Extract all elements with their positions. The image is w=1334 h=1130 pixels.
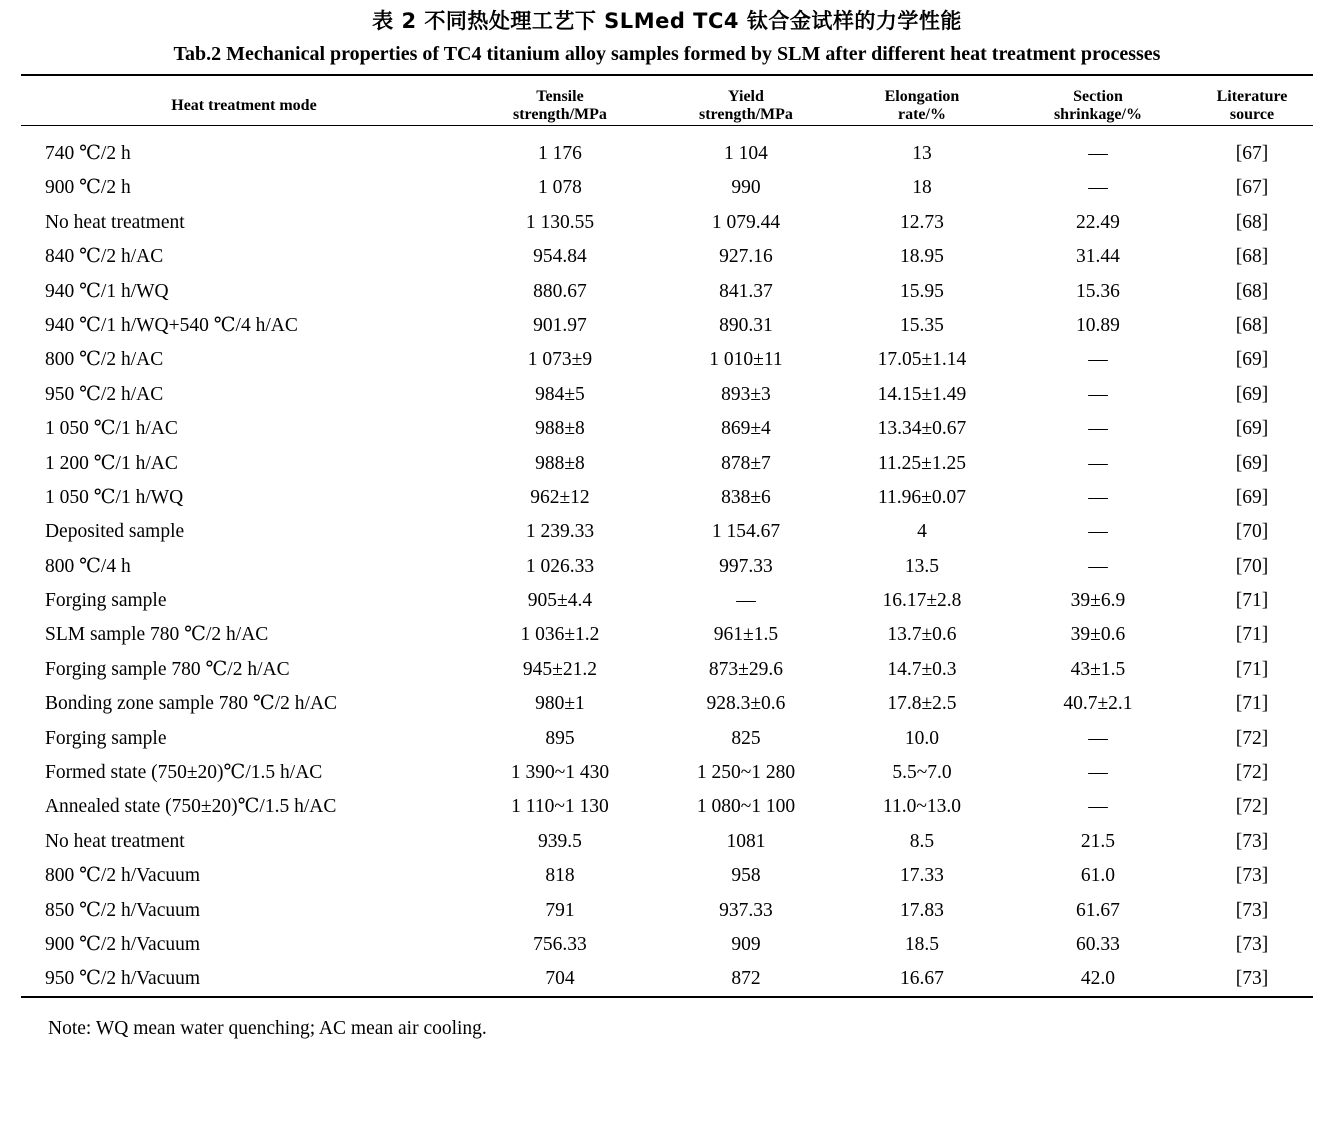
table-row: [21, 927, 1313, 961]
table-cell: 60.33: [1076, 933, 1120, 955]
table-cell: 13.34±0.67: [877, 418, 967, 440]
table-cell: 997.33: [719, 555, 773, 577]
table-cell: [69]: [1235, 452, 1269, 474]
table-cell: [73]: [1235, 933, 1269, 955]
table-row: [21, 480, 1313, 514]
column-header-line: Yield: [728, 87, 764, 105]
table-cell: 5.5~7.0: [892, 762, 952, 784]
table-row: [21, 308, 1313, 342]
table-row: [21, 790, 1313, 824]
table-cell: 890.31: [719, 314, 773, 336]
table-cell: 31.44: [1076, 246, 1120, 268]
cell-heat-treatment-mode: Deposited sample: [44, 521, 185, 543]
column-header-line: Literature: [1216, 87, 1288, 105]
table-row: [21, 205, 1313, 239]
cell-heat-treatment-mode: 1 050 ℃/1 h/WQ: [44, 486, 184, 508]
table-cell: 939.5: [538, 830, 582, 852]
column-header-line: rate/%: [897, 105, 946, 123]
cell-heat-treatment-mode: 940 ℃/1 h/WQ: [44, 280, 169, 302]
cell-heat-treatment-mode: 940 ℃/1 h/WQ+540 ℃/4 h/AC: [44, 314, 298, 336]
table-cell: [67]: [1235, 143, 1269, 164]
table-cell: 61.67: [1076, 899, 1120, 921]
cell-heat-treatment-mode: No heat treatment: [44, 830, 185, 852]
cell-heat-treatment-mode: Formed state (750±20)℃/1.5 h/AC: [44, 762, 323, 784]
table-row: [21, 446, 1313, 480]
cell-heat-treatment-mode: No heat treatment: [44, 211, 185, 233]
table-row: [21, 377, 1313, 411]
table-cell: 1 010±11: [709, 349, 783, 371]
table-cell: 61.0: [1080, 865, 1116, 887]
table-cell: 961±1.5: [713, 624, 779, 646]
table-cell: [67]: [1235, 177, 1269, 199]
table-cell: 42.0: [1080, 968, 1116, 990]
column-header-5: [1005, 87, 1191, 126]
table-cell: 756.33: [533, 933, 587, 955]
table-cell: —: [1088, 418, 1108, 440]
cell-heat-treatment-mode: 950 ℃/2 h/Vacuum: [44, 968, 201, 990]
cell-heat-treatment-mode: 740 ℃/2 h: [44, 143, 131, 164]
cell-heat-treatment-mode: 950 ℃/2 h/AC: [44, 383, 164, 405]
table-top-rule: [21, 75, 1313, 87]
table-row: [21, 652, 1313, 686]
column-header-line: Section: [1073, 87, 1123, 105]
table-bottom-rule: [21, 997, 1313, 1009]
table-cell: 17.83: [900, 899, 944, 921]
table-cell: 18.95: [900, 246, 944, 268]
table-cell: [68]: [1235, 246, 1269, 268]
cell-heat-treatment-mode: Annealed state (750±20)℃/1.5 h/AC: [44, 796, 337, 818]
table-cell: 818: [545, 865, 575, 887]
table-cell: 15.95: [900, 280, 944, 302]
table-cell: 1 154.67: [711, 521, 781, 543]
table-cell: 838±6: [721, 486, 771, 508]
table-row: [21, 549, 1313, 583]
table-cell: 17.33: [900, 865, 944, 887]
table-cell: 40.7±2.1: [1063, 693, 1133, 715]
table-cell: 15.36: [1076, 280, 1120, 302]
table-note: Note: WQ mean water quenching; AC mean air cooling.: [48, 1018, 487, 1040]
table-cell: —: [736, 590, 756, 612]
table-cell: 13: [912, 143, 932, 164]
table-cell: 901.97: [533, 314, 587, 336]
table-cell: 1 079.44: [711, 211, 781, 233]
cell-heat-treatment-mode: 900 ℃/2 h/Vacuum: [44, 933, 201, 955]
table-cell: 1 073±9: [527, 349, 593, 371]
table-cell: 872: [731, 968, 761, 990]
table-cell: [73]: [1235, 968, 1269, 990]
table-cell: [71]: [1235, 693, 1269, 715]
table-cell: —: [1088, 727, 1108, 749]
column-header-line: strength/MPa: [699, 105, 793, 123]
table-cell: [68]: [1235, 280, 1269, 302]
table-cell: [70]: [1235, 555, 1269, 577]
table-cell: 880.67: [533, 280, 587, 302]
table-cell: 895: [545, 727, 575, 749]
column-header-3: [653, 87, 839, 126]
table-cell: 984±5: [535, 383, 585, 405]
table-cell: 1 130.55: [525, 211, 595, 233]
table-cell: [72]: [1235, 762, 1269, 784]
column-header-6: [1191, 87, 1313, 126]
table-cell: 17.8±2.5: [887, 693, 957, 715]
table-row: [21, 824, 1313, 858]
column-header-line: shrinkage/%: [1053, 105, 1142, 123]
table-cell: 11.25±1.25: [877, 452, 966, 474]
table-cell: 988±8: [535, 418, 585, 440]
table-cell: 39±0.6: [1070, 624, 1126, 646]
table-cell: —: [1088, 383, 1108, 405]
table-cell: 791: [545, 899, 575, 921]
table-cell: 4: [917, 521, 927, 543]
table-cell: —: [1088, 796, 1108, 818]
cell-heat-treatment-mode: 800 ℃/2 h/AC: [44, 349, 164, 371]
table-cell: 1 110~1 130: [511, 796, 609, 818]
table-cell: 873±29.6: [708, 658, 783, 680]
table-cell: 878±7: [721, 452, 771, 474]
caption-chinese: 表 2 不同热处理工艺下 SLMed TC4 钛合金试样的力学性能: [372, 9, 962, 33]
table-cell: [72]: [1235, 796, 1269, 818]
table-cell: —: [1088, 555, 1108, 577]
rule-cell: [21, 125, 1313, 137]
table-cell: 1 036±1.2: [520, 624, 600, 646]
mechanical-properties-table: [21, 74, 1313, 1010]
table-row: [21, 721, 1313, 755]
table-cell: 869±4: [721, 418, 771, 440]
table-row: [21, 962, 1313, 997]
cell-heat-treatment-mode: Forging sample: [44, 727, 167, 749]
table-cell: 1 250~1 280: [696, 762, 796, 784]
table-cell: [69]: [1235, 349, 1269, 371]
table-cell: 962±12: [530, 486, 590, 508]
cell-heat-treatment-mode: 840 ℃/2 h/AC: [44, 246, 164, 268]
table-cell: [73]: [1235, 830, 1269, 852]
table-cell: [69]: [1235, 418, 1269, 440]
table-cell: 10.89: [1076, 314, 1120, 336]
table-cell: 8.5: [909, 830, 935, 852]
cell-heat-treatment-mode: 1 200 ℃/1 h/AC: [44, 452, 178, 474]
table-cell: 945±21.2: [522, 658, 597, 680]
table-cell: 841.37: [719, 280, 773, 302]
table-cell: 1 026.33: [525, 555, 595, 577]
table-cell: 928.3±0.6: [706, 693, 786, 715]
column-header-line: Elongation: [884, 87, 960, 105]
rule-cell: [21, 997, 1313, 1009]
table-cell: 11.96±0.07: [877, 486, 966, 508]
table-cell: 704: [545, 968, 575, 990]
table-row: [21, 240, 1313, 274]
column-header-2: [467, 87, 653, 126]
table-cell: [68]: [1235, 211, 1269, 233]
table-cell: 1 080~1 100: [696, 796, 796, 818]
table-row: [21, 171, 1313, 205]
table-cell: [69]: [1235, 383, 1269, 405]
table-cell: 10.0: [904, 727, 940, 749]
table-row: [21, 584, 1313, 618]
cell-heat-treatment-mode: 800 ℃/2 h/Vacuum: [44, 865, 201, 887]
table-cell: 21.5: [1080, 830, 1116, 852]
table-cell: —: [1088, 177, 1108, 199]
table-cell: 12.73: [900, 211, 944, 233]
cell-heat-treatment-mode: Forging sample 780 ℃/2 h/AC: [44, 658, 290, 680]
table-row: [21, 893, 1313, 927]
column-header-1: [21, 87, 467, 126]
table-cell: [70]: [1235, 521, 1269, 543]
rule-cell: [21, 75, 1313, 87]
cell-heat-treatment-mode: Forging sample: [44, 590, 167, 612]
table-cell: 893±3: [721, 383, 771, 405]
table-cell: —: [1088, 486, 1108, 508]
table-row: [21, 756, 1313, 790]
table-cell: —: [1088, 521, 1108, 543]
table-cell: 16.67: [900, 968, 944, 990]
table-cell: 13.7±0.6: [887, 624, 957, 646]
table-cell: 39±6.9: [1070, 590, 1126, 612]
table-cell: 1 239.33: [525, 521, 595, 543]
table-header-row: [21, 87, 1313, 126]
table-cell: 1 104: [724, 143, 768, 164]
table-row: [21, 687, 1313, 721]
cell-heat-treatment-mode: 850 ℃/2 h/Vacuum: [44, 899, 201, 921]
table-cell: —: [1088, 762, 1108, 784]
column-header-line: Heat treatment mode: [171, 96, 317, 114]
table-cell: 1081: [726, 830, 766, 852]
table-cell: 14.15±1.49: [877, 383, 967, 405]
table-cell: 1 078: [538, 177, 582, 199]
table-cell: 15.35: [900, 314, 944, 336]
cell-heat-treatment-mode: 1 050 ℃/1 h/AC: [44, 418, 178, 440]
table-row: [21, 859, 1313, 893]
column-header-line: strength/MPa: [513, 105, 607, 123]
table-cell: —: [1088, 349, 1108, 371]
table-cell: 937.33: [719, 899, 773, 921]
table-cell: 11.0~13.0: [882, 796, 961, 818]
caption-english: Tab.2 Mechanical properties of TC4 titanium alloy samples formed by SLM after different heat treatment processes: [173, 42, 1161, 65]
table-cell: 18.5: [904, 933, 940, 955]
table-row: [21, 618, 1313, 652]
table-cell: 990: [731, 177, 761, 199]
table-cell: [71]: [1235, 624, 1269, 646]
table-cell: 954.84: [533, 246, 587, 268]
cell-heat-treatment-mode: Bonding zone sample 780 ℃/2 h/AC: [44, 693, 338, 715]
table-cell: 988±8: [535, 452, 585, 474]
table-cell: [68]: [1235, 314, 1269, 336]
table-header-rule: [21, 125, 1313, 137]
table-cell: 17.05±1.14: [877, 349, 967, 371]
table-cell: —: [1088, 143, 1108, 164]
table-cell: 905±4.4: [527, 590, 593, 612]
column-header-line: source: [1229, 105, 1275, 123]
table-cell: —: [1088, 452, 1108, 474]
table-cell: 43±1.5: [1070, 658, 1126, 680]
table-cell: [69]: [1235, 486, 1269, 508]
table-row: [21, 412, 1313, 446]
table-cell: [73]: [1235, 865, 1269, 887]
table-cell: [72]: [1235, 727, 1269, 749]
table-row: [21, 137, 1313, 171]
table-cell: 16.17±2.8: [882, 590, 962, 612]
table-cell: 909: [731, 933, 761, 955]
table-cell: 927.16: [719, 246, 773, 268]
cell-heat-treatment-mode: 900 ℃/2 h: [44, 177, 131, 199]
column-header-4: [839, 87, 1005, 126]
table-cell: [73]: [1235, 899, 1269, 921]
table-cell: 980±1: [535, 693, 585, 715]
cell-heat-treatment-mode: 800 ℃/4 h: [44, 555, 131, 577]
table-cell: 22.49: [1076, 211, 1120, 233]
column-header-line: Tensile: [536, 87, 584, 105]
table-caption: [0, 0, 1334, 74]
cell-heat-treatment-mode: SLM sample 780 ℃/2 h/AC: [44, 624, 269, 646]
table-cell: 13.5: [904, 555, 940, 577]
table-cell: [71]: [1235, 658, 1269, 680]
table-cell: 958: [731, 865, 761, 887]
table-row: [21, 343, 1313, 377]
table-cell: [71]: [1235, 590, 1269, 612]
table-row: [21, 274, 1313, 308]
table-cell: 18: [912, 177, 932, 199]
table-cell: 1 390~1 430: [510, 762, 610, 784]
table-row: [21, 515, 1313, 549]
table-cell: 14.7±0.3: [887, 658, 957, 680]
table-cell: 1 176: [538, 143, 582, 164]
table-cell: 825: [731, 727, 761, 749]
